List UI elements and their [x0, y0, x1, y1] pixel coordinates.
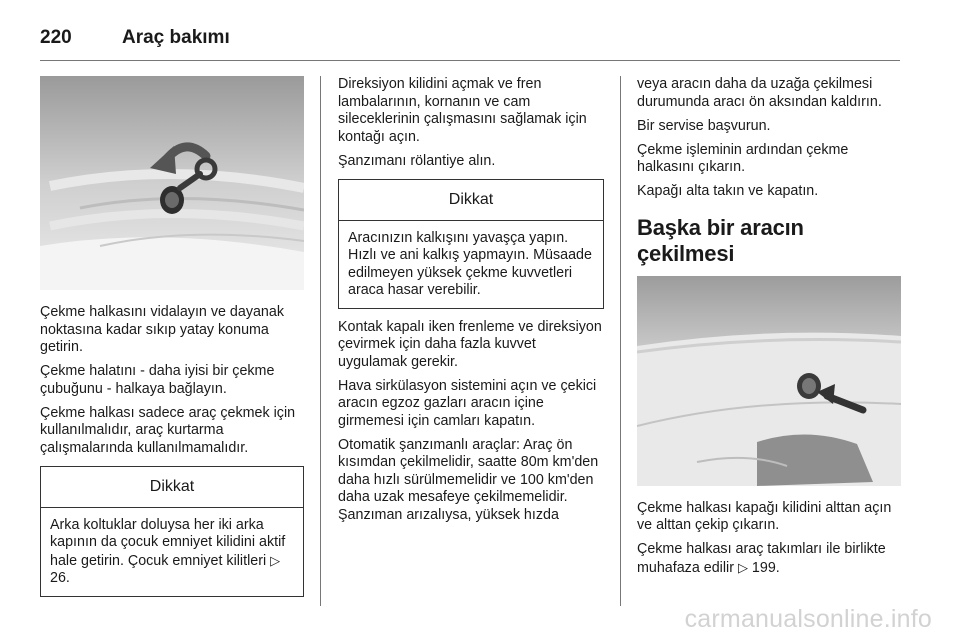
caution-box [338, 179, 604, 309]
paragraph: Çekme halkası kapağı kilidini alttan açın ve alttan çekip çıkarın. [637, 499, 892, 533]
column-3 [637, 76, 901, 584]
paragraph: Kontak kapalı iken frenleme ve direksiyon çevirmek için daha fazla kuvvet uygulamak gerekir. [338, 318, 602, 370]
cross-reference-icon: ▷ [270, 552, 281, 568]
column-divider-2 [620, 76, 621, 606]
cross-reference-link[interactable]: 199. [751, 559, 780, 576]
paragraph: Çekme işleminin ardından çekme halkasını çıkarın. [637, 141, 849, 175]
caution-title: Dikkat [339, 180, 603, 221]
paragraph: Direksiyon kilidini açmak ve fren lambalarının, kornanın ve cam sileceklerinin çalışmasını sağlamak için kontağı açın. [338, 76, 587, 145]
caution-title: Dikkat [41, 467, 303, 508]
rear-tow-eye-cover-illustration [637, 276, 901, 486]
paragraph: veya aracın daha da uzağa çekilmesi durumunda aracı ön aksından kaldırın. [637, 76, 882, 110]
paragraph: Çekme halatını - daha iyisi bir çekme çubuğunu - halkaya bağlayın. [40, 363, 275, 397]
paragraph: Hava sirkülasyon sistemini açın ve çekici aracın egzoz gazları aracın içine girmemesi için camları kapatın. [338, 377, 597, 429]
caution-box [40, 466, 304, 597]
caution-body: Aracınızın kalkışını yavaşça yapın. Hızlı ve ani kalkış yapmayın. Müsaade edilmeyen yüksek çekme kuvvetleri araca hasar verebilir. [348, 229, 592, 298]
caution-body: Arka koltuklar doluysa her iki arka kapının da çocuk emniyet kilidini aktif hale getirin. Çocuk emniyet kilitleri ▷ 26. [50, 516, 286, 586]
paragraph: Kapağı alta takın ve kapatın. [637, 183, 819, 199]
paragraph: Çekme halkası araç takımları ile birlikte muhafaza edilir ▷ 199. [637, 541, 886, 576]
header-rule [40, 60, 900, 61]
column-1 [40, 76, 304, 607]
column-2 [338, 76, 604, 531]
watermark-text: carmanualsonline.info [684, 605, 932, 633]
paragraph: Otomatik şanzımanlı araçlar: Araç ön kısımdan çekilmelidir, saatte 80m km'den daha hızlı sürülmemelidir ve 100 km'den daha uzak mesafeye çekilmemelidir. Şanzıman arızalıysa, yüksek hızda [338, 436, 599, 523]
paragraph: Çekme halkası sadece araç çekmek için kullanılmalıdır, araç kurtarma çalışmalarında kullanılmamalıdır. [40, 404, 296, 456]
section-title: Araç bakımı [122, 27, 230, 48]
cross-reference-icon: ▷ [737, 559, 748, 575]
paragraph: Şanzımanı rölantiye alın. [338, 152, 496, 169]
paragraph: Bir servise başvurun. [637, 117, 771, 134]
paragraph: Çekme halkasını vidalayın ve dayanak noktasına kadar sıkıp yatay konuma getirin. [40, 304, 284, 355]
page-header [40, 20, 900, 56]
section-heading: Başka bir aracın çekilmesi [637, 214, 804, 266]
cross-reference-link[interactable]: 26. [50, 570, 70, 586]
column-divider-1 [320, 76, 321, 606]
page-number: 220 [40, 27, 72, 48]
tow-eye-screw-in-illustration [40, 76, 304, 290]
